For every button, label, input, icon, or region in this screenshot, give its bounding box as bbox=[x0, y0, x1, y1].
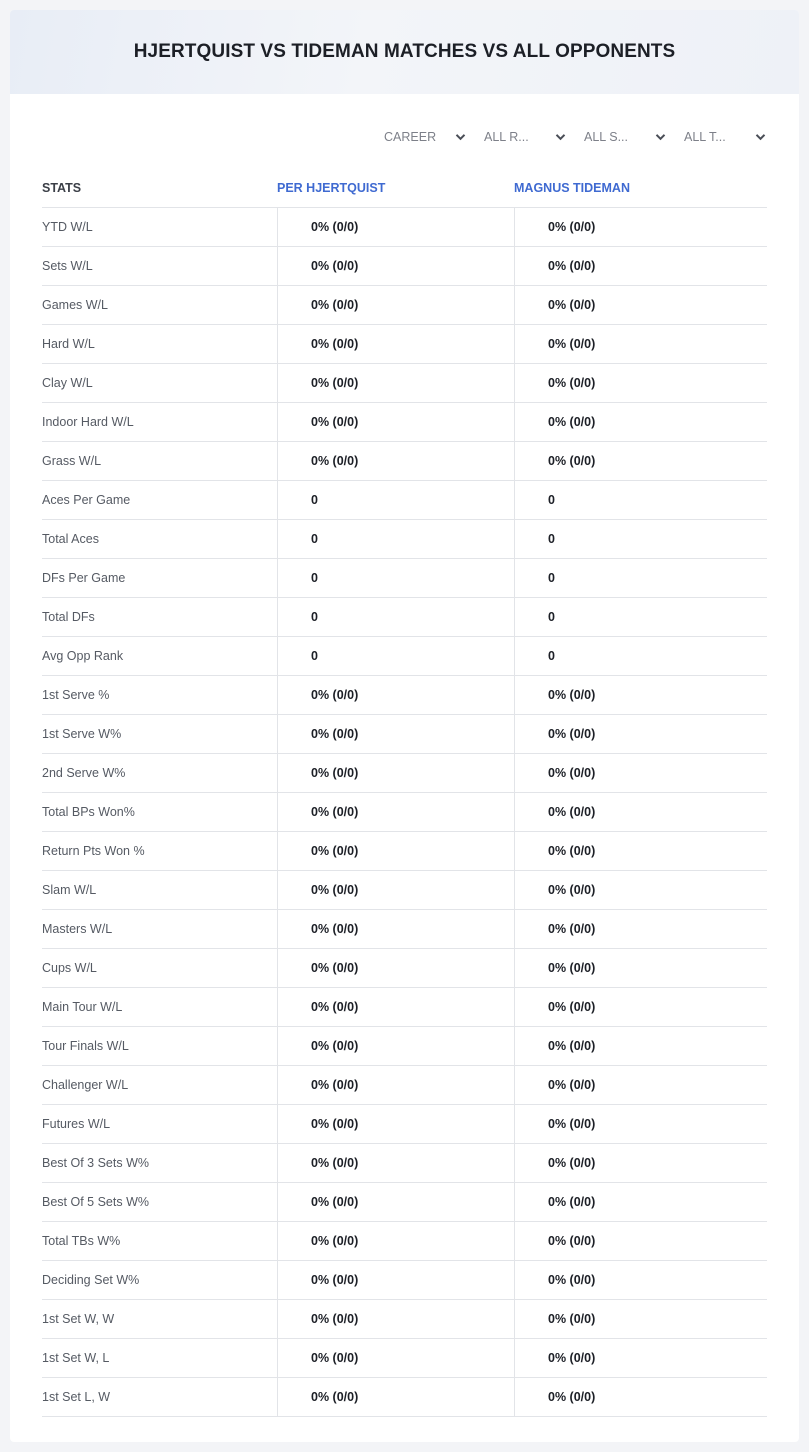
stat-label: Grass W/L bbox=[42, 454, 102, 468]
table-row bbox=[42, 832, 767, 871]
player2-stat-value: 0% (0/0) bbox=[514, 988, 767, 1026]
player2-stat-value: 0% (0/0) bbox=[514, 832, 767, 870]
player2-stat-value: 0% (0/0) bbox=[514, 754, 767, 792]
player2-stat-value: 0% (0/0) bbox=[514, 793, 767, 831]
player1-stat-value: 0% (0/0) bbox=[277, 247, 514, 285]
player2-stat-value: 0% (0/0) bbox=[514, 325, 767, 363]
page-title: HJERTQUIST VS TIDEMAN MATCHES VS ALL OPPONENTS bbox=[133, 41, 676, 62]
player2-stat-value: 0 bbox=[514, 598, 767, 636]
stat-label: Aces Per Game bbox=[42, 493, 131, 507]
chevron-down-icon bbox=[655, 133, 666, 141]
table-row bbox=[42, 325, 767, 364]
table-row bbox=[42, 1261, 767, 1300]
table-row bbox=[42, 1183, 767, 1222]
table-row bbox=[42, 1105, 767, 1144]
table-row bbox=[42, 442, 767, 481]
table-row bbox=[42, 520, 767, 559]
stat-label: Games W/L bbox=[42, 298, 108, 312]
table-row bbox=[42, 208, 767, 247]
stat-label: 1st Serve W% bbox=[42, 727, 122, 741]
player1-stat-value: 0% (0/0) bbox=[277, 1105, 514, 1143]
column-header-stats: STATS bbox=[42, 181, 82, 195]
player2-stat-value: 0% (0/0) bbox=[514, 1144, 767, 1182]
player1-stat-value: 0% (0/0) bbox=[277, 871, 514, 909]
player2-stat-value: 0% (0/0) bbox=[514, 1183, 767, 1221]
stat-label: Total BPs Won% bbox=[42, 805, 135, 819]
player2-stat-value: 0% (0/0) bbox=[514, 286, 767, 324]
stat-label: YTD W/L bbox=[42, 220, 93, 234]
player1-stat-value: 0 bbox=[277, 559, 514, 597]
player1-stat-value: 0% (0/0) bbox=[277, 364, 514, 402]
player2-stat-value: 0% (0/0) bbox=[514, 1066, 767, 1104]
filter-round-select[interactable] bbox=[482, 126, 582, 148]
stat-label: Futures W/L bbox=[42, 1117, 111, 1131]
player1-stat-value: 0% (0/0) bbox=[277, 754, 514, 792]
player2-stat-value: 0 bbox=[514, 559, 767, 597]
stat-label: Best Of 5 Sets W% bbox=[42, 1195, 149, 1209]
player1-stat-value: 0 bbox=[277, 637, 514, 675]
table-row bbox=[42, 1222, 767, 1261]
table-row bbox=[42, 559, 767, 598]
chevron-down-icon bbox=[555, 133, 566, 141]
stat-label: Main Tour W/L bbox=[42, 1000, 123, 1014]
stat-label: Total TBs W% bbox=[42, 1234, 121, 1248]
table-row bbox=[42, 988, 767, 1027]
table-row bbox=[42, 403, 767, 442]
table-row bbox=[42, 1027, 767, 1066]
stats-card bbox=[10, 10, 799, 1442]
table-row bbox=[42, 598, 767, 637]
player1-stat-value: 0% (0/0) bbox=[277, 1183, 514, 1221]
player2-stat-value: 0% (0/0) bbox=[514, 208, 767, 246]
player2-stat-value: 0% (0/0) bbox=[514, 1300, 767, 1338]
player1-stat-value: 0% (0/0) bbox=[277, 676, 514, 714]
player2-stat-value: 0% (0/0) bbox=[514, 364, 767, 402]
player2-stat-value: 0 bbox=[514, 637, 767, 675]
player1-stat-value: 0% (0/0) bbox=[277, 325, 514, 363]
table-row bbox=[42, 1378, 767, 1417]
stat-label: Tour Finals W/L bbox=[42, 1039, 129, 1053]
stat-label: 1st Set W, L bbox=[42, 1351, 110, 1365]
card-header bbox=[10, 10, 799, 94]
player2-stat-value: 0% (0/0) bbox=[514, 442, 767, 480]
stat-label: Total DFs bbox=[42, 610, 95, 624]
player1-stat-value: 0% (0/0) bbox=[277, 1066, 514, 1104]
filter-tournament-select[interactable] bbox=[682, 126, 782, 148]
player2-stat-value: 0% (0/0) bbox=[514, 1222, 767, 1260]
column-header-player1[interactable]: PER HJERTQUIST bbox=[277, 181, 386, 195]
player1-stat-value: 0% (0/0) bbox=[277, 832, 514, 870]
player2-stat-value: 0% (0/0) bbox=[514, 247, 767, 285]
player1-stat-value: 0% (0/0) bbox=[277, 286, 514, 324]
table-row bbox=[42, 871, 767, 910]
stat-label: Sets W/L bbox=[42, 259, 93, 273]
player2-stat-value: 0% (0/0) bbox=[514, 871, 767, 909]
player1-stat-value: 0% (0/0) bbox=[277, 1300, 514, 1338]
player2-stat-value: 0% (0/0) bbox=[514, 1378, 767, 1416]
player1-stat-value: 0% (0/0) bbox=[277, 988, 514, 1026]
table-row bbox=[42, 1066, 767, 1105]
stat-label: Clay W/L bbox=[42, 376, 93, 390]
player2-stat-value: 0% (0/0) bbox=[514, 1027, 767, 1065]
player2-stat-value: 0% (0/0) bbox=[514, 910, 767, 948]
player1-stat-value: 0% (0/0) bbox=[277, 949, 514, 987]
filter-label: ALL S... bbox=[584, 130, 629, 144]
stat-label: 1st Set L, W bbox=[42, 1390, 111, 1404]
filter-label: ALL T... bbox=[684, 130, 726, 144]
table-row bbox=[42, 910, 767, 949]
stat-label: DFs Per Game bbox=[42, 571, 126, 585]
player1-stat-value: 0 bbox=[277, 598, 514, 636]
stat-label: Total Aces bbox=[42, 532, 99, 546]
player1-stat-value: 0 bbox=[277, 481, 514, 519]
table-row bbox=[42, 247, 767, 286]
player1-stat-value: 0% (0/0) bbox=[277, 1339, 514, 1377]
table-row bbox=[42, 949, 767, 988]
player1-stat-value: 0% (0/0) bbox=[277, 403, 514, 441]
chevron-down-icon bbox=[755, 133, 766, 141]
stat-label: Avg Opp Rank bbox=[42, 649, 124, 663]
table-row bbox=[42, 481, 767, 520]
table-row bbox=[42, 637, 767, 676]
column-header-player2[interactable]: MAGNUS TIDEMAN bbox=[514, 181, 630, 195]
stat-label: Slam W/L bbox=[42, 883, 97, 897]
player2-stat-value: 0 bbox=[514, 520, 767, 558]
player1-stat-value: 0% (0/0) bbox=[277, 1144, 514, 1182]
table-row bbox=[42, 1339, 767, 1378]
player2-stat-value: 0 bbox=[514, 481, 767, 519]
stat-label: Best Of 3 Sets W% bbox=[42, 1156, 149, 1170]
filter-label: CAREER bbox=[384, 130, 437, 144]
stat-label: Challenger W/L bbox=[42, 1078, 129, 1092]
stat-label: 1st Set W, W bbox=[42, 1312, 115, 1326]
player1-stat-value: 0% (0/0) bbox=[277, 1222, 514, 1260]
stat-label: 2nd Serve W% bbox=[42, 766, 126, 780]
filter-label: ALL R... bbox=[484, 130, 529, 144]
player1-stat-value: 0% (0/0) bbox=[277, 442, 514, 480]
player2-stat-value: 0% (0/0) bbox=[514, 715, 767, 753]
table-row bbox=[42, 1144, 767, 1183]
player2-stat-value: 0% (0/0) bbox=[514, 1105, 767, 1143]
stat-label: Return Pts Won % bbox=[42, 844, 145, 858]
table-row bbox=[42, 676, 767, 715]
player2-stat-value: 0% (0/0) bbox=[514, 1339, 767, 1377]
table-body bbox=[42, 208, 767, 1417]
filter-surface-select[interactable] bbox=[582, 126, 682, 148]
player2-stat-value: 0% (0/0) bbox=[514, 949, 767, 987]
player2-stat-value: 0% (0/0) bbox=[514, 1261, 767, 1299]
player1-stat-value: 0% (0/0) bbox=[277, 793, 514, 831]
table-row bbox=[42, 715, 767, 754]
filter-bar bbox=[382, 126, 782, 148]
stat-label: 1st Serve % bbox=[42, 688, 110, 702]
table-row bbox=[42, 1300, 767, 1339]
table-header bbox=[42, 169, 767, 208]
player1-stat-value: 0% (0/0) bbox=[277, 1261, 514, 1299]
table-row bbox=[42, 286, 767, 325]
player1-stat-value: 0 bbox=[277, 520, 514, 558]
table-row bbox=[42, 793, 767, 832]
stat-label: Indoor Hard W/L bbox=[42, 415, 134, 429]
filter-career-select[interactable] bbox=[382, 126, 482, 148]
player1-stat-value: 0% (0/0) bbox=[277, 715, 514, 753]
player1-stat-value: 0% (0/0) bbox=[277, 910, 514, 948]
stat-label: Masters W/L bbox=[42, 922, 113, 936]
table-row bbox=[42, 754, 767, 793]
player1-stat-value: 0% (0/0) bbox=[277, 1027, 514, 1065]
player1-stat-value: 0% (0/0) bbox=[277, 1378, 514, 1416]
stat-label: Hard W/L bbox=[42, 337, 95, 351]
stats-table bbox=[42, 169, 767, 1417]
stat-label: Deciding Set W% bbox=[42, 1273, 140, 1287]
chevron-down-icon bbox=[455, 133, 466, 141]
table-row bbox=[42, 364, 767, 403]
player1-stat-value: 0% (0/0) bbox=[277, 208, 514, 246]
stat-label: Cups W/L bbox=[42, 961, 97, 975]
player2-stat-value: 0% (0/0) bbox=[514, 676, 767, 714]
player2-stat-value: 0% (0/0) bbox=[514, 403, 767, 441]
